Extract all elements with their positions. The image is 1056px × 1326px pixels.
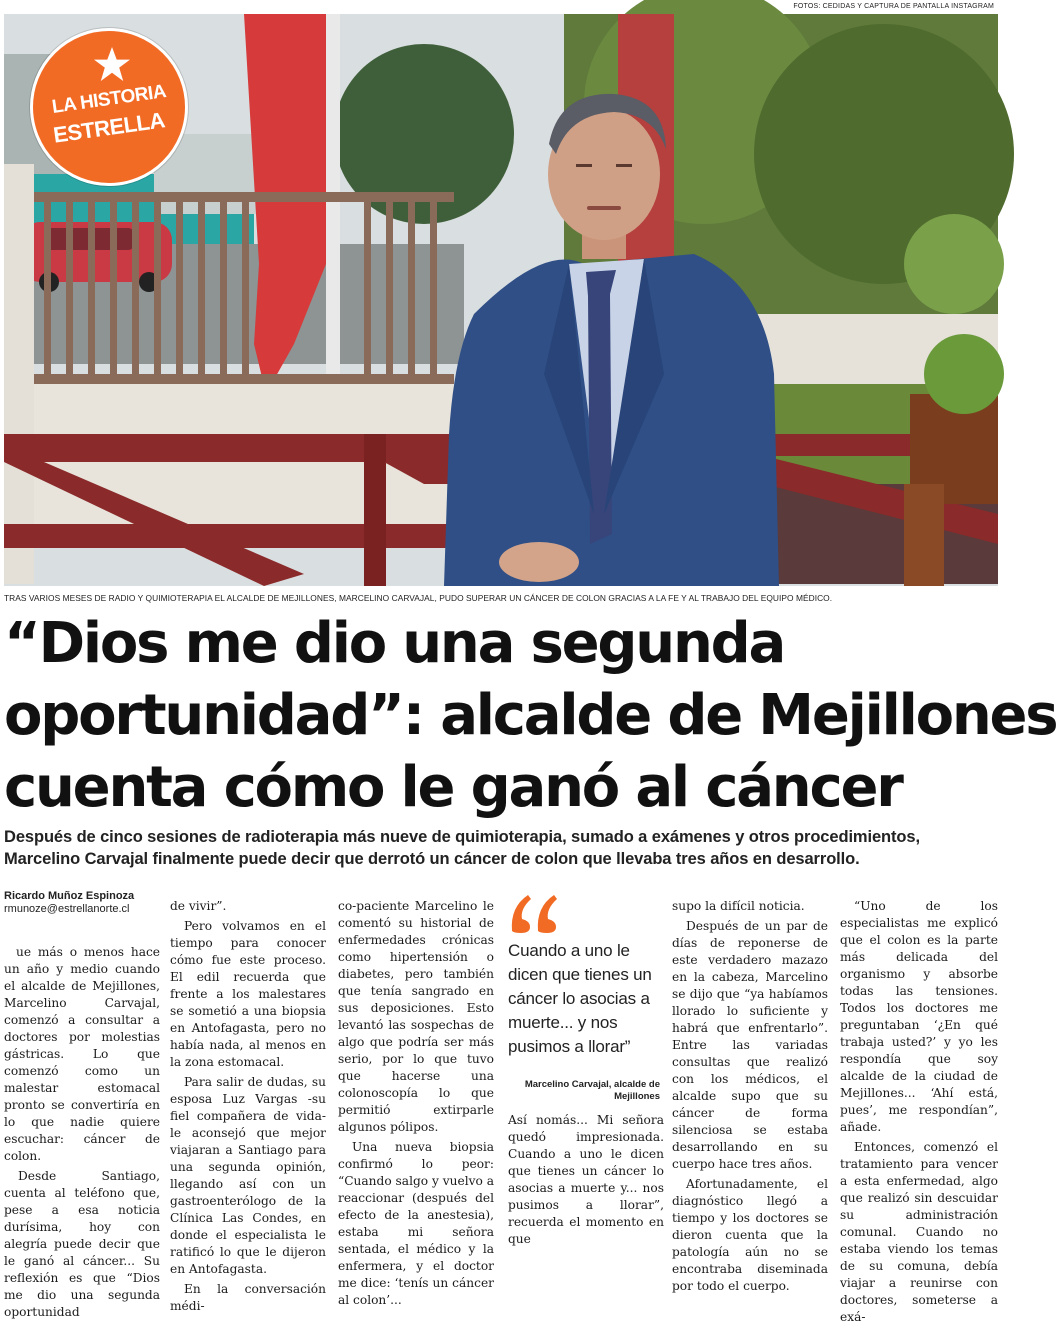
- article-column-5: [672, 898, 828, 1293]
- pull-quote: [508, 893, 660, 1068]
- headline-line-1: “Dios me dio una segunda: [4, 611, 785, 676]
- pull-quote-text: Cuando a uno le dicen que tienes un cáncer lo asocias a muerte... y nos pusimos a llorar”: [508, 941, 652, 1056]
- badge-line-2: ESTRELLA: [51, 107, 167, 148]
- paragraph: [4, 944, 160, 1165]
- paragraph: “Uno de los especialistas me explicó que el colon es la parte más delicada del organismo y absorbe todas las tensiones. Todos los doctores me preguntaban ‘¿En qué trabaja usted?’ y yo les respondía que soy alcalde de la ciudad de Mejillones... ‘Ahí está, pues’, me respondían”, añade.: [840, 899, 998, 1134]
- paragraph: Así nomás... Mi señora quedó impresionada. Cuando a uno le dicen que tienes un cáncer lo asocias a muerte y... nos pusimos a llorar”, recuerda el momento en que: [508, 1113, 664, 1246]
- paragraph: Una nueva biopsia confirmó lo peor: “Cuando salgo y vuelvo a reaccionar (después del efecto de la anestesia), estaba mi señora sentada, el médico y la enfermera, y el doctor me dice: ‘tenís un cáncer al colon’...: [338, 1140, 494, 1307]
- paragraph: En la conversación médi-: [170, 1282, 326, 1313]
- star-icon: [92, 45, 132, 85]
- paragraph: Afortunadamente, el diagnóstico llegó a tiempo y los doctores se dieron cuenta que la patología aún no se encontraba diseminada por todo el cuerpo.: [672, 1177, 828, 1293]
- paragraph: Desde Santiago, cuenta al teléfono que, pese a esa noticia durísima, hoy con alegría puede decir que le ganó al cáncer... Su reflexión es que “Dios me dio una segunda oportunidad: [4, 1169, 160, 1319]
- story-badge: [30, 28, 188, 186]
- photo-caption: TRAS VARIOS MESES DE RADIO Y QUIMIOTERAPIA EL ALCALDE DE MEJILLONES, MARCELINO CARVAJAL, PUDO SUPERAR UN CÁNCER DE COLON GRACIAS A LA FE Y AL TRABAJO DEL EQUIPO MÉDICO.: [4, 593, 833, 603]
- article-column-6: [840, 898, 998, 1324]
- author-email[interactable]: rmunoze@estrellanorte.cl: [4, 903, 130, 915]
- headline-line-3: cuenta cómo le ganó al cáncer: [4, 755, 902, 820]
- paragraph: supo la difícil noticia.: [672, 899, 805, 913]
- paragraph: Después de un par de días de reponerse de este verdadero mazazo en la cabeza, Marcelino se dijo que “ya habíamos llorado lo suficiente y habrá que enfrentarlo”. Entre las variadas consultas que realizó con los médicos, el alcalde supo que su cáncer de forma silenciosa se estaba desarrollando en su cuerpo hace tres años.: [672, 919, 828, 1171]
- paragraph: Entonces, comenzó el tratamiento para vencer a esta enfermedad, algo que realizó sin descuidar su administración comunal. Cuando no estaba viendo los temas de su comuna, debía viajar a reunirse con doctores, someterse a exá-: [840, 1140, 998, 1324]
- paragraph: de vivir”.: [170, 899, 227, 913]
- article-column-1: [4, 944, 160, 1319]
- article-column-2: [170, 898, 326, 1313]
- pull-quote-source: Marcelino Carvajal, alcalde de Mejillones: [524, 1079, 660, 1102]
- paragraph: Para salir de dudas, su esposa Luz Vargas -su fiel compañera de vida- le aconsejó que mejor viajaran a Santiago para una segunda opinión, llegando así con un gastroenterólogo de la Clínica Las Condes, en donde el especialista le ratificó lo que le dijeron en Antofagasta.: [170, 1075, 326, 1276]
- headline: [4, 608, 1056, 824]
- author-name: Ricardo Muñoz Espinoza: [4, 890, 135, 902]
- paragraph-text: ue más o menos hace un año y medio cuando el alcalde de Mejillones, Marcelino Carvajal, comenzó a consultar a doctores por molestias gástricas. Lo que comenzó como un malestar estomacal pronto se convertiría en lo que nadie quiere escuchar: cáncer de colon.: [4, 945, 160, 1163]
- article-column-3: [338, 898, 494, 1307]
- photo-credit: FOTOS: CEDIDAS Y CAPTURA DE PANTALLA INSTAGRAM: [793, 3, 994, 10]
- badge-line-1: LA HISTORIA: [50, 81, 168, 118]
- lead-paragraph: Después de cinco sesiones de radioterapia más nueve de quimioterapia, sumado a exámenes y otros procedimientos, Marcelino Carvajal finalmente puede decir que derrotó un cáncer de colon que llevaba tres años en desarrollo.: [4, 828, 920, 868]
- article-column-4: [508, 1112, 664, 1246]
- headline-line-2: oportunidad”: alcalde de Mejillones: [4, 683, 1056, 748]
- byline: [4, 890, 164, 915]
- paragraph: Pero volvamos en el tiempo para conocer cómo fue este proceso. El edil recuerda que frente a los malestares se sometió a una biopsia en Antofagasta, pero no había nada, al menos en la zona estomacal.: [170, 919, 326, 1069]
- quote-mark-icon: [508, 893, 560, 933]
- paragraph: co-paciente Marcelino le comentó su historial de enfermedades crónicas como hipertensión o diabetes, pero también que tenía sangrado en sus deposiciones. Esto levantó las sospechas de algo que podría ser más serio, por lo que tuvo que hacerse una colonoscopía lo que permitió extirparle algunos pólipos.: [338, 899, 494, 1134]
